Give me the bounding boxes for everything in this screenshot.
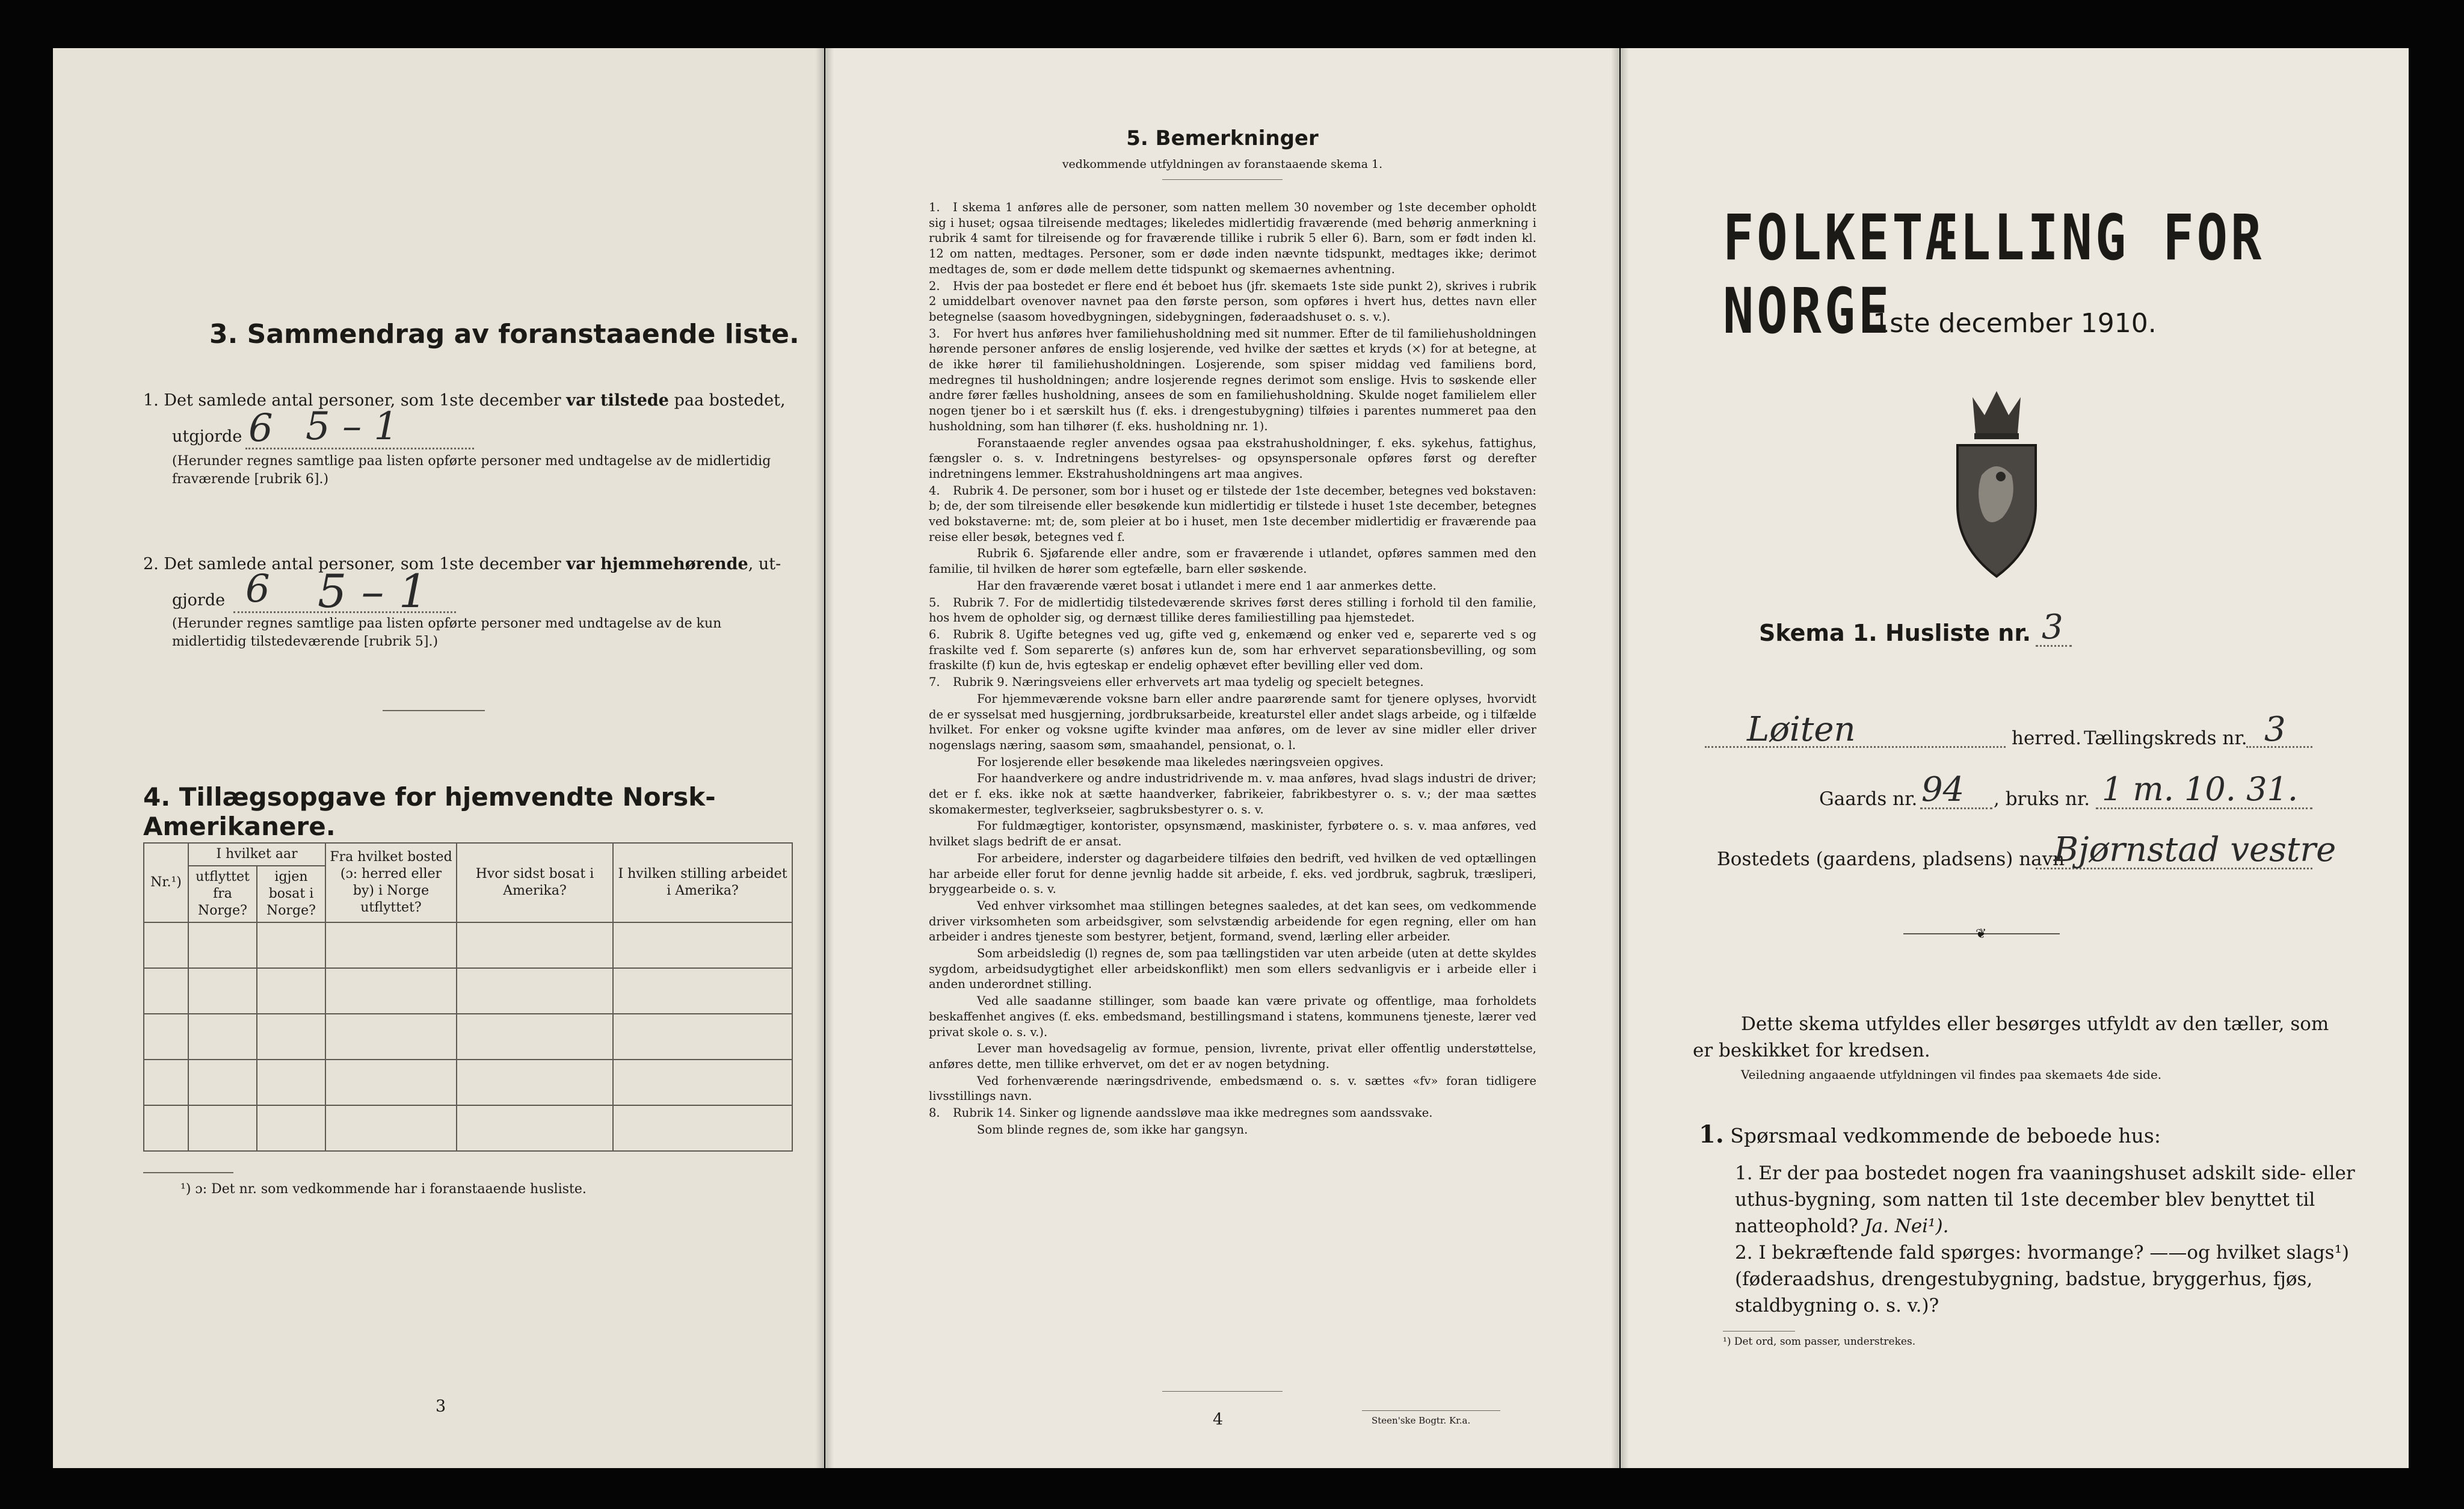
col-stilling: I hvilken stilling arbeidet i Amerika? [613, 843, 792, 922]
table-row [144, 1105, 792, 1151]
item1-utgjorde: utgjorde [172, 427, 242, 446]
item1-text: 1. Det samlede antal personer, som 1ste december var tilstede paa bostedet, [143, 391, 786, 410]
norwegian-lion-crest-icon [1945, 385, 2048, 584]
kreds-label: Tællingskreds nr. [2084, 727, 2247, 749]
col-sidst-bosat: Hvor sidst bosat i Amerika? [457, 843, 613, 922]
page-left [53, 48, 824, 1468]
remark-paragraph: Som blinde regnes de, som ikke har gangsyn. [977, 1122, 1248, 1137]
table-row [144, 968, 792, 1014]
remark-paragraph: For arbeidere, inderster og dagarbeidere tilføies den bedrift, ved hvilken de ved optællingen har arbeide eller forut for denne jevnlig hadde sit arbeide, f. eks. ved jordbruk, sagbruk, træsliperi, bryggearbeide o. s. v. [929, 851, 1536, 896]
remark-paragraph: 2. Hvis der paa bostedet er flere end ét beboet hus (jfr. skemaets 1ste side punkt 2), skrives i rubrik 2 umiddelbart ovenover navnet paa den første person, som opføres i hvert hus, dettes navn eller betegnelse (saasom hovedbygningen, sidebygningen, føderaadshuset o. s. v.). [929, 279, 1536, 324]
ornament-divider: ❦ [1903, 930, 2060, 937]
remark-paragraph: 3. For hvert hus anføres hver familiehusholdning med sit nummer. Efter de til familiehusholdningen hørende personer anføres de enslig losjerende, ved hvilke der sættes et kryds (×) for at betegne, at de ikke hører til familiehusholdningen. Losjerende, som spiser middag ved familiens bord, medregnes til husholdningen; andre losjerende regnes derimot som enslige. Hvis to søskende eller andre fører fælles husholdning, ansees de som en familiehusholdning. Skulde noget familielem eller nogen tjener bo i et særskilt hus (f. eks. i drengestubygning) tilføies i parentes nummeret paa den husholdning, som han tilhører (f. eks. husholdning nr. 1). [929, 326, 1536, 433]
main-title: FOLKETÆLLING FOR NORGE [1723, 201, 2265, 348]
remark-paragraph: Ved alle saadanne stillinger, som baade kan være private og offentlige, maa forholdets beskaffenhet angives (f. eks. embedsmand, bestillingsmand i statens, kommunens tjeneste, lærer ved privat skole o. s. v.). [929, 994, 1536, 1039]
bosted-hand: Bjørnstad vestre [2054, 830, 2336, 869]
page-number-middle: 4 [1213, 1410, 1224, 1429]
bruks-hand: 1 m. 10. 31. [2102, 770, 2298, 808]
bruks-label: , bruks nr. [1994, 788, 2090, 810]
kreds-hand: 3 [2264, 710, 2286, 749]
herred-hand: Løiten [1747, 710, 1856, 749]
item2-utgjorde: gjorde [172, 591, 226, 609]
veiledning-text: Veiledning angaaende utfyldningen vil findes paa skemaets 4de side. [1741, 1067, 2162, 1082]
col-fra-bosted: Fra hvilket bosted (ɔ: herred eller by) i Norge utflyttet? [325, 843, 457, 922]
intro-text: Dette skema utfyldes eller besørges utfyldt av den tæller, som er beskikket for kredsen. [1693, 1013, 2329, 1061]
remark-paragraph: For losjerende eller besøkende maa likeledes næringsveien opgives. [977, 754, 1384, 769]
remark-paragraph: 8. Rubrik 14. Sinker og lignende aandssløve maa ikke medregnes som aandssvake. [929, 1106, 1433, 1120]
remark-paragraph: Rubrik 6. Sjøfarende eller andre, som er fraværende i utlandet, opføres sammen med den familie, til hvilken de hører som egtefælle, barn eller søskende. [929, 546, 1536, 576]
remark-paragraph: For fuldmægtiger, kontorister, opsynsmænd, maskinister, fyrbøtere o. s. v. maa anføres, ved hvilket slags bedrift de er ansat. [929, 819, 1536, 849]
bosted-label: Bostedets (gaardens, pladsens) navn [1717, 848, 2065, 870]
husliste-nr: 3 [2042, 608, 2063, 647]
table-row [144, 1060, 792, 1105]
item1-note: (Herunder regnes samtlige paa listen opførte personer med undtagelse av de midlertidig fraværende [rubrik 6].) [172, 454, 771, 487]
item2-hand-b: 5 – 1 [318, 564, 428, 618]
gaards-hand: 94 [1921, 770, 1965, 809]
question-1: 1. Er der paa bostedet nogen fra vaaningshuset adskilt side- eller uthus-bygning, som natten til 1ste december blev benyttet til natteophold? Ja. Nei¹). [1735, 1162, 2355, 1237]
remark-paragraph: 7. Rubrik 9. Næringsveiens eller erhvervets art maa tydelig og specielt betegnes. [929, 675, 1424, 690]
remark-paragraph: 4. Rubrik 4. De personer, som bor i huset og er tilstede der 1ste december, betegnes ved bokstaven: b; de, der som tilreisende eller besøkende kun midlertidig er tilstede i huset 1ste december, betegnes ved bokstaverne: mt; de, som pleier at bo i huset, men 1ste december midlertidig er fraværende paa reise eller besøk, betegnes ved f. [929, 483, 1536, 544]
col-group: I hvilket aar [188, 843, 325, 866]
question-2: 2. I bekræftende fald spørges: hvormange? ——og hvilket slags¹) (føderaadshus, drengestubygning, badstue, bryggerhus, fjøs, staldbygning o. s. v.)? [1735, 1242, 2350, 1316]
herred-label: herred. [2012, 727, 2081, 749]
remark-paragraph: For hjemmeværende voksne barn eller andre paarørende samt for tjenere oplyses, hvorvidt de er sysselsat med husgjerning, jordbruksarbeide, kreaturstel eller andet slags arbeide, og i tilfælde hvilket. For enker og voksne ugifte kvinder maa anføres, om de lever av sine midler eller driver nogenslags næring, saasom søm, smaahandel, pensionat, o. l. [929, 691, 1536, 752]
remark-paragraph: For haandverkere og andre industridrivende m. v. maa anføres, hvad slags industri de driver; det er f. eks. ikke nok at sætte haandverker, fabrikeier, fabrikbestyrer o. s. v.; der maa sættes skomakermester, teglverkseier, sagbruksbestyrer o. s. v. [929, 771, 1536, 816]
remarks-title: 5. Bemerkninger [1126, 126, 1319, 150]
table-row [144, 922, 792, 968]
remark-paragraph: 6. Rubrik 8. Ugifte betegnes ved ug, gifte ved g, enkemænd og enker ved e, separerte ved s og fraskilte ved f. Som separerte (s) anføres kun de, som har erhvervet separationsbevilling, og som fraskilte (f) kun de, hvis egteskap er endelig ophævet efter bevilling eller ved dom. [929, 627, 1536, 673]
page-middle [825, 48, 1619, 1468]
remark-paragraph: Som arbeidsledig (l) regnes de, som paa tællingstiden var uten arbeide (uten at dette skyldes sygdom, arbeidsudygtighet eller arbeidskonflikt) men som ellers sedvanligvis er i arbeide eller i anden underordnet stilling. [929, 946, 1536, 992]
item1-hand-b: 5 – 1 [306, 404, 399, 449]
table-row [144, 1014, 792, 1060]
section3-title: 3. Sammendrag av foranstaaende liste. [209, 319, 799, 350]
item2-hand-a: 6 [245, 567, 270, 611]
remark-paragraph: Ved forhenværende næringsdrivende, embedsmænd o. s. v. sættes «fv» foran tidligere livsstillings navn. [929, 1073, 1536, 1103]
col-utflyttet: utflyttet fra Norge? [188, 866, 257, 922]
right-footnote: ¹) Det ord, som passer, understrekes. [1723, 1336, 1916, 1348]
col-igjen: igjen bosat i Norge? [257, 866, 325, 922]
page-right [1621, 48, 2409, 1468]
table-footnote: ¹) ɔ: Det nr. som vedkommende har i foranstaaende husliste. [180, 1182, 587, 1197]
col-nr: Nr.¹) [144, 843, 188, 922]
section4-title: 4. Tillægsopgave for hjemvendte Norsk-Amerikanere. [143, 782, 716, 841]
gaards-label: Gaards nr. [1819, 788, 1918, 810]
norsk-amerikanere-table [143, 842, 793, 1152]
item2-text: 2. Det samlede antal personer, som 1ste december var hjemmehørende, ut- [143, 555, 781, 573]
remark-paragraph: Har den fraværende været bosat i utlandet i mere end 1 aar anmerkes dette. [977, 578, 1437, 593]
remark-paragraph: Ved enhver virksomhet maa stillingen betegnes saaledes, at det kan sees, om vedkommende driver virksomheten som arbeidsgiver, som selvstændig arbeidende for egen regning, eller om han arbeider i andres tjeneste som bestyrer, betjent, formand, svend, lærling eller arbeider. [929, 898, 1536, 944]
remark-paragraph: 5. Rubrik 7. For de midlertidig tilstedeværende skrives først deres stilling i forhold til den familie, hos hvem de opholder sig, og dernæst tillike deres familiestilling paa hjemstedet. [929, 595, 1536, 625]
page-number-left: 3 [436, 1397, 446, 1416]
skema-label: Skema 1. Husliste nr. [1759, 620, 2031, 646]
remark-paragraph: Foranstaaende regler anvendes ogsaa paa ekstrahusholdninger, f. eks. sykehus, fattighus, fængsler o. s. v. Indretningens bestyrelses- og opsynspersonale opføres først og derefter indretningens lemmer. Ekstrahusholdningens art maa angives. [929, 436, 1536, 481]
item1-hand-a: 6 [248, 406, 273, 451]
question-1-answer: Ja. Nei¹). [1864, 1215, 1949, 1237]
remark-paragraph: 1. I skema 1 anføres alle de personer, som natten mellem 30 november og 1ste december opholdt sig i huset; ogsaa tilreisende medtages; likeledes midlertidig fraværende (med behørig anmerkning i rubrik 4 samt for tilreisende og for fraværende tillike i rubrik 5 eller 6). Barn, som er født inden kl. 12 om natten, medtages. Personer, som er døde inden nævnte tidspunkt, medtages ikke; derimot medtages de, som er døde mellem dette tidspunkt og skemaernes avhentning. [929, 200, 1536, 276]
item2-note: (Herunder regnes samtlige paa listen opførte personer med undtagelse av de kun midlertidig tilstedeværende [rubrik 5].) [172, 616, 722, 649]
printer-mark: Steen'ske Bogtr. Kr.a. [1372, 1415, 1471, 1426]
remark-paragraph: Lever man hovedsagelig av formue, pension, livrente, privat eller offentlig understøttelse, anføres dette, men tillike erhvervet, om det er av nogen betydning. [929, 1041, 1536, 1071]
remarks-list [929, 200, 1536, 1138]
questions-title: 1. Spørsmaal vedkommende de beboede hus: [1699, 1120, 2161, 1149]
remarks-subtitle: vedkommende utfyldningen av foranstaaende skema 1. [1062, 158, 1383, 171]
census-date: 1ste december 1910. [1873, 308, 2157, 339]
